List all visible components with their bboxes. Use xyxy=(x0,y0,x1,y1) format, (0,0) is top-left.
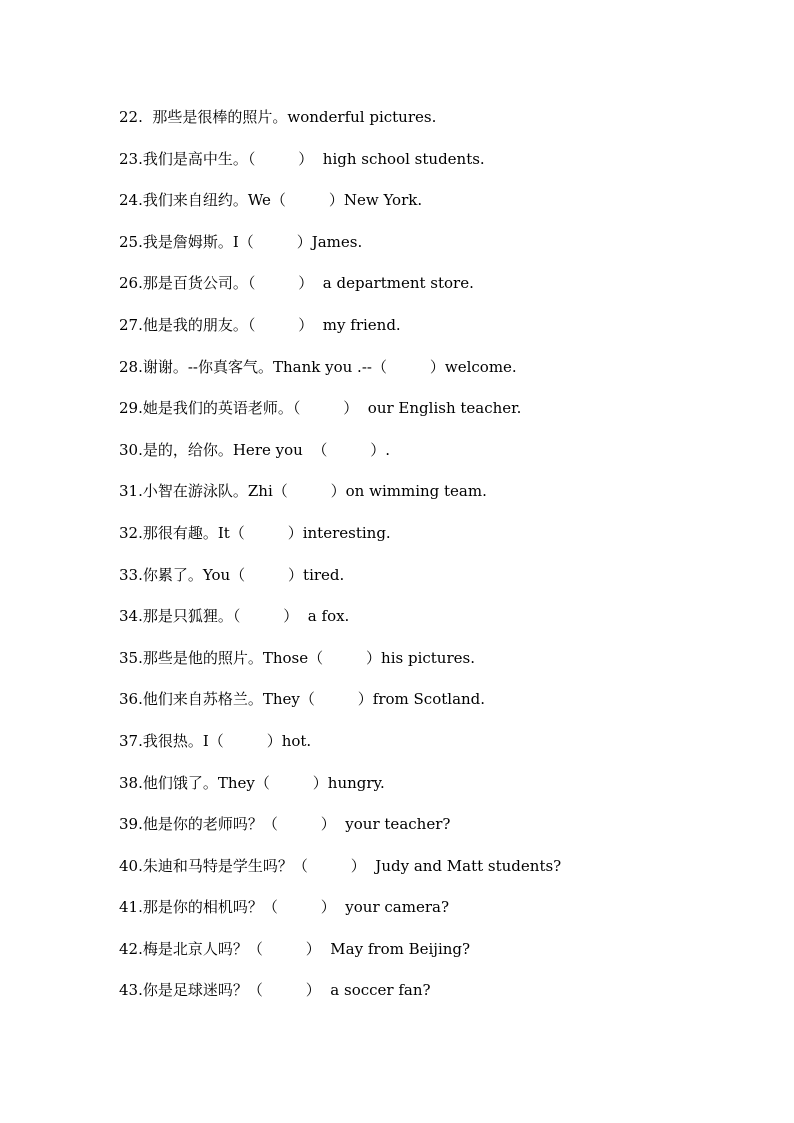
exercise-item-33: 33.你累了。You（ ）tired. xyxy=(119,565,345,584)
exercise-item-31: 31.小智在游泳队。Zhi（ ）on wimming team. xyxy=(119,482,487,501)
exercise-item-24: 24.我们来自纽约。We（ ）New York. xyxy=(119,191,423,210)
exercise-item-32: 32.那很有趣。It（ ）interesting. xyxy=(119,523,391,542)
exercise-item-42: 42.梅是北京人吗？（ ） May from Beijing? xyxy=(119,939,471,958)
exercise-item-26: 26.那是百货公司。（ ） a department store. xyxy=(119,274,474,293)
exercise-item-41: 41.那是你的相机吗？（ ） your camera? xyxy=(119,898,450,917)
exercise-item-29: 29.她是我们的英语老师。（ ） our English teacher. xyxy=(119,399,522,418)
exercise-item-43: 43.你是足球迷吗？（ ） a soccer fan? xyxy=(119,981,431,1000)
exercise-item-36: 36.他们来自苏格兰。They（ ）from Scotland. xyxy=(119,690,486,709)
exercise-item-40: 40.朱迪和马特是学生吗？（ ） Judy and Matt students? xyxy=(119,856,562,875)
exercise-item-27: 27.他是我的朋友。（ ） my friend. xyxy=(119,315,401,334)
exercise-item-37: 37.我很热。I（ ）hot. xyxy=(119,731,312,750)
exercise-item-35: 35.那些是他的照片。Those（ ）his pictures. xyxy=(119,648,475,667)
exercise-list xyxy=(119,106,739,1021)
exercise-item-34: 34.那是只狐狸。（ ） a fox. xyxy=(119,607,350,626)
exercise-item-38: 38.他们饿了。They（ ）hungry. xyxy=(119,773,385,792)
exercise-item-22: 22. 那些是很棒的照片。wonderful pictures. xyxy=(119,108,437,126)
exercise-item-39: 39.他是你的老师吗？（ ） your teacher? xyxy=(119,815,451,834)
exercise-item-30: 30.是的，给你。Here you （ ）. xyxy=(119,440,391,459)
exercise-item-28: 28.谢谢。--你真客气。Thank you .--（ ）welcome. xyxy=(119,357,517,376)
exercise-item-25: 25.我是詹姆斯。I（ ）James. xyxy=(119,232,363,251)
exercise-item-23: 23.我们是高中生。（ ） high school students. xyxy=(119,149,485,168)
